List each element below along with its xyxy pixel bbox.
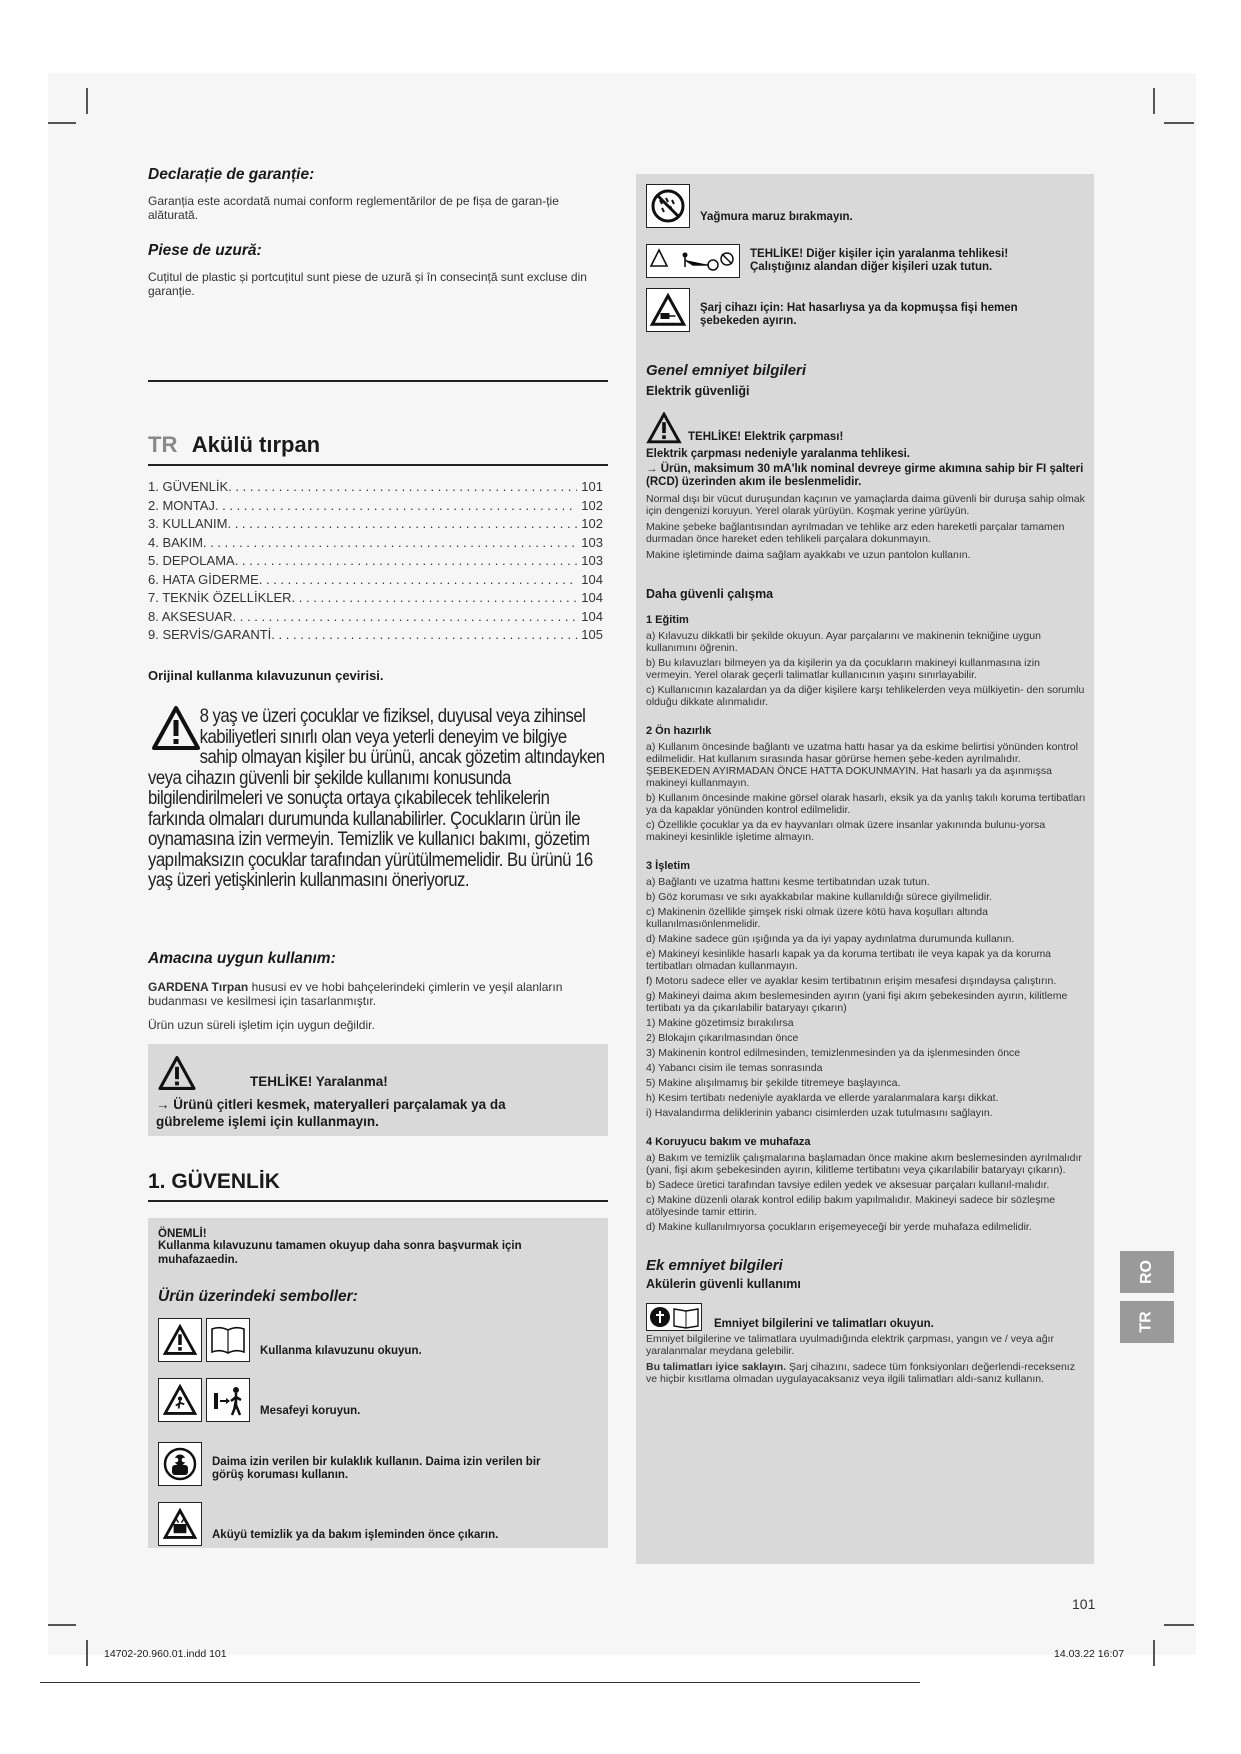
intended-use bbox=[148, 950, 608, 1032]
list-item: c) Makine düzenli olarak kontrol edilip bakım yapılmalıdır. Makineyi sadece bir sözleşme atölyesinde tamir ettirin. bbox=[646, 1194, 1056, 1218]
list-item: c) Makinenin özellikle şimşek riski olmak üzere kötü hava koşulları altında kullanılmasıönlenmelidir. bbox=[646, 906, 988, 930]
elec-paragraph: Makine şebeke bağlantısından ayrılmadan ve tehlike arz eden hareketli parçalar tamamen durmadan önce hareket eden tehlikeli parçalara dokunmayın. bbox=[646, 521, 1065, 545]
read-instructions-icon bbox=[646, 1303, 702, 1331]
toc-entry[interactable] bbox=[148, 515, 603, 534]
list-item: 3) Makinenin kontrol edilmesinden, temizlenmesinden ya da işlenmesinden önce bbox=[646, 1047, 1021, 1059]
battery-subtitle: Akülerin güvenli kullanımı bbox=[646, 1277, 801, 1291]
section-underline bbox=[148, 1200, 608, 1202]
footer-file: 14702-20.960.01.indd 101 bbox=[104, 1648, 227, 1660]
toc-leader bbox=[228, 478, 577, 497]
page-number: 101 bbox=[1072, 1596, 1096, 1612]
warranty-text: Garanția este acordată numai conform reglementărilor de pe fișa de garan-ție alăturată. bbox=[148, 194, 559, 222]
bottom-rule bbox=[40, 1682, 920, 1683]
danger-text: → Ürünü çitleri kesmek, materyalleri parçalamak ya da gübreleme işlemi için kullanmayın. bbox=[156, 1097, 506, 1129]
toc-leader bbox=[215, 497, 577, 516]
important-label: ÖNEMLİ! bbox=[158, 1228, 207, 1240]
list-item: b) Sadece üretici tarafından tavsiye edilen yedek ve aksesuar parçaları kullanıl-malıdır. bbox=[646, 1179, 1050, 1191]
toc-entry[interactable] bbox=[148, 497, 603, 516]
charger-warning-icon bbox=[646, 288, 690, 332]
elec-paragraph: Makine işletiminde daima sağlam ayakkabı ve uzun pantolon kullanın. bbox=[646, 549, 971, 561]
list-item: c) Özellikle çocuklar ya da ev hayvanları olmak üzere insanlar yakınında bulunu-yorsa makineyi kesinlikle işletime almayın. bbox=[646, 819, 1046, 843]
danger-box bbox=[148, 1044, 608, 1136]
list-item: b) Bu kılavuzları bilmeyen ya da kişilerin ya da çocukların makineyi kullanmasına izin vermeyin. Yerel olarak geçerli talimatlar kullanıcının yaşını sınırlayabilir. bbox=[646, 657, 1040, 681]
symbol-label: Şarj cihazı için: Hat hasarlıysa ya da kopmuşsa fişi hemen şebekeden ayırın. bbox=[700, 302, 1018, 327]
toc-label: 6. HATA GİDERME bbox=[148, 571, 259, 587]
general-title: Genel emniyet bilgileri bbox=[646, 362, 807, 379]
distance-icon bbox=[206, 1378, 250, 1422]
toc-page: 103 bbox=[581, 534, 603, 550]
toc-label: 8. AKSESUAR bbox=[148, 608, 233, 624]
s4-list bbox=[646, 1152, 1086, 1233]
children-warning-text: 8 yaş ve üzeri çocuklar ve fiziksel, duyusal veya zihinsel kabiliyetleri sınırlı olan veya yeterli deneyim ve bilgiye sahip olmayan kişiler bu ürünü, ancak gözetim altındayken veya cihazın güvenli bir şekilde kullanımı konusunda bilgilendirilmeleri ve sonuçta ortaya çıkabilecek tehlikelerin farkında olmaları durumunda kullanabilirler. Çocukların ürün ile oynamasına izin vermeyin. Temizlik ve kullanıcı bakımı, gözetim yapılmaksızın çocuklar tarafından yürütülmemelidir. Bu ürünü 16 yaş üzeri yetişkinlerin kullanmasını öneriyoruz. bbox=[148, 705, 605, 891]
crop-mark bbox=[1153, 1640, 1155, 1666]
toc-page: 104 bbox=[581, 608, 603, 624]
s1-list bbox=[646, 630, 1086, 708]
battery-remove-icon bbox=[158, 1502, 202, 1546]
wear-title: Piese de uzură: bbox=[148, 242, 262, 259]
toc-page: 103 bbox=[581, 553, 603, 568]
general-safety bbox=[646, 364, 1086, 1385]
list-item: a) Kılavuzu dikkatli bir şekilde okuyun. Ayar parçalarını ve makinenin tekniğine uygun kullanımını öğrenin. bbox=[646, 630, 1041, 654]
symbols-title: Ürün üzerindeki semboller: bbox=[158, 1288, 358, 1305]
toc-leader bbox=[271, 626, 577, 645]
warning-icon bbox=[158, 1056, 196, 1090]
toc-entry[interactable] bbox=[148, 626, 603, 645]
symbol-row bbox=[158, 1318, 422, 1362]
toc-entry[interactable] bbox=[148, 478, 603, 497]
toc-label: 4. BAKIM bbox=[148, 534, 203, 550]
s2-title: 2 Ön hazırlık bbox=[646, 725, 712, 737]
toc-label: 1. GÜVENLİK bbox=[148, 479, 229, 494]
symbol-label: Aküyü temizlik ya da bakım işleminden önce çıkarın. bbox=[212, 1529, 499, 1541]
list-item: a) Kullanım öncesinde bağlantı ve uzatma hattı hasar ya da eskime belirtisi yönünden kontrol edilmelidir. Hat kullanım sırasında hasar görürse hemen şebe-keden ayrılmalıdır. ŞEBEKEDEN AYIRMADAN ÖNCE HATTA DOKUNMAYIN. Hat hasarlı ya da aşınmışsa makineyi kullanmayın. bbox=[646, 741, 1078, 789]
toc-page: 104 bbox=[581, 571, 603, 587]
list-item: 2) Blokajın çıkarılmasından önce bbox=[646, 1032, 799, 1044]
brand-name: GARDENA Tırpan bbox=[148, 980, 249, 994]
symbol-row bbox=[158, 1442, 542, 1486]
toc-label: 7. TEKNİK ÖZELLİKLER bbox=[148, 590, 292, 605]
s2-list bbox=[646, 741, 1086, 843]
warning-icon bbox=[158, 1318, 202, 1362]
warning-icon bbox=[646, 412, 682, 444]
toc-label: 2. MONTAJ bbox=[148, 497, 215, 513]
s3-list bbox=[646, 876, 1086, 1119]
warranty-title: Declarație de garanție: bbox=[148, 166, 315, 183]
extra-title: Ek emniyet bilgileri bbox=[646, 1257, 783, 1274]
read-label: Emniyet bilgilerini ve talimatları okuyun. bbox=[714, 1318, 934, 1330]
toc-page: 104 bbox=[581, 590, 603, 605]
list-item: a) Bakım ve temizlik çalışmalarına başlamadan önce makine akım beslemesinden ayrılmalıdır (yani, fişi akım şebekesinden ayırın, kilitleme tertibatını veya çıkarılabilir bataryayı çıkarın). bbox=[646, 1152, 1082, 1176]
list-item: g) Makineyi daima akım beslemesinden ayırın (yani fişi akım şebekesinden ayırın, kilitleme tertibatı ya da çıkarılabilir bataryayı çıkarın) bbox=[646, 990, 1068, 1014]
section-divider bbox=[148, 380, 608, 382]
toc-page: 102 bbox=[581, 497, 603, 513]
tab-ro[interactable]: RO bbox=[1120, 1251, 1174, 1293]
toc-entry[interactable] bbox=[148, 608, 603, 627]
toc-label: 5. DEPOLAMA bbox=[148, 553, 235, 568]
list-item: d) Makine sadece gün ışığında ya da iyi yapay aydınlatma durumunda kullanın. bbox=[646, 933, 1015, 945]
manual-icon bbox=[206, 1318, 250, 1362]
list-item: h) Kesim tertibatı nedeniyle ayaklarda ve ellerde yaralanmalara karşı dikkat. bbox=[646, 1092, 999, 1104]
section-title: 1. GÜVENLİK bbox=[148, 1170, 280, 1193]
danger-title: TEHLİKE! Yaralanma! bbox=[250, 1074, 388, 1089]
toc-leader bbox=[292, 589, 578, 608]
bystander-warning-icon bbox=[158, 1378, 202, 1422]
no-rain-icon bbox=[646, 184, 690, 228]
list-item: c) Kullanıcının kazalardan ya da diğer kişilere karşı tehlikelerden veya mülkiyetin- den sorumlu olduğu dikkate alınmalıdır. bbox=[646, 684, 1085, 708]
tab-tr[interactable]: TR bbox=[1120, 1301, 1174, 1343]
intended-text: hususi ev ve hobi bahçelerindeki çimlerin ve yeşil alanların budanması ve kesilmesi için tasarlanmıştır. bbox=[148, 980, 563, 1008]
toc-leader bbox=[227, 515, 577, 534]
symbol-label: TEHLİKE! Diğer kişiler için yaralanma tehlikesi! Çalıştığınız alandan diğer kişileri uzak tutun. bbox=[750, 248, 1009, 273]
s1-title: 1 Eğitim bbox=[646, 614, 689, 626]
symbol-row bbox=[158, 1378, 360, 1422]
toc-leader bbox=[203, 534, 577, 553]
symbol-label: Yağmura maruz bırakmayın. bbox=[700, 211, 853, 223]
toc-label: 9. SERVİS/GARANTİ bbox=[148, 627, 272, 642]
read-text: Emniyet bilgilerine ve talimatlara uyulmadığında elektrik çarpması, yangın ve / veya ağır yaralanmalar meydana gelebilir. bbox=[646, 1333, 1054, 1357]
elec-paragraph: Normal dışı bir vücut duruşundan kaçının ve yamaçlarda daima güvenli bir duruşa sahip olmak için dengenizi koruyun. Yerel olarak yürüyün. Koşmak yerine yürüyün. bbox=[646, 493, 1085, 517]
toc-page: 101 bbox=[581, 479, 603, 494]
crop-mark bbox=[1153, 88, 1155, 114]
toc-leader bbox=[259, 571, 578, 590]
product-heading bbox=[148, 432, 608, 458]
language-code: TR bbox=[148, 432, 178, 457]
read-row bbox=[646, 1303, 1086, 1331]
elec-danger: TEHLİKE! Elektrik çarpması! bbox=[688, 431, 844, 443]
important-text: Kullanma kılavuzunu tamamen okuyup daha sonra başvurmak için muhafazaedin. bbox=[158, 1240, 522, 1266]
elec-risk: Elektrik çarpması nedeniyle yaralanma tehlikesi. bbox=[646, 448, 911, 460]
list-item: a) Bağlantı ve uzatma hattını kesme tertibatından uzak tutun. bbox=[646, 876, 930, 888]
list-item: b) Kullanım öncesinde makine görsel olarak hasarlı, eksik ya da yanlış takılı koruma tertibatları ya da kapaklar yönünden kontrol edilmelidir. bbox=[646, 792, 1086, 816]
crop-mark bbox=[86, 88, 88, 114]
list-item: e) Makineyi kesinlikle hasarlı kapak ya da koruma tertibatı ile veya kapak ya da koruma tertibatları olmadan kullanmayın. bbox=[646, 948, 1052, 972]
symbol-row bbox=[646, 184, 853, 228]
s4-title: 4 Koruyucu bakım ve muhafaza bbox=[646, 1136, 811, 1148]
symbol-row bbox=[646, 288, 1080, 332]
intended-text-2: Ürün uzun süreli işletim için uygun değildir. bbox=[148, 1018, 375, 1032]
list-item: i) Havalandırma deliklerinin yabancı cisimlerden uzak tutulmasını sağlayın. bbox=[646, 1107, 993, 1119]
list-item: d) Makine kullanılmıyorsa çocukların erişemeyeceği bir yerde muhafaza edilmelidir. bbox=[646, 1221, 1032, 1233]
list-item: f) Motoru sadece eller ve ayaklar kesim tertibatının erişim mesafesi dışındaysa çalıştırın. bbox=[646, 975, 1057, 987]
toc-entry[interactable] bbox=[148, 589, 603, 608]
right-column bbox=[636, 174, 1094, 1564]
toc-leader bbox=[235, 552, 578, 571]
toc-leader bbox=[233, 608, 578, 627]
crop-mark bbox=[86, 1640, 88, 1666]
crop-mark bbox=[1164, 1624, 1194, 1626]
title-underline bbox=[148, 464, 608, 466]
toc-page: 102 bbox=[581, 516, 603, 531]
toc-entry[interactable] bbox=[148, 571, 603, 590]
wear-text: Cuțitul de plastic și portcuțitul sunt piese de uzură și în consecință sunt excluse din garanție. bbox=[148, 270, 587, 298]
list-item: 4) Yabancı cisim ile temas sonrasında bbox=[646, 1062, 823, 1074]
children-warning-block bbox=[148, 706, 608, 891]
elec-rcd: → Ürün, maksimum 30 mA'lık nominal devreye girme akımına sahip bir FI şalteri (RCD) üzerinden akım ile beslenmelidir. bbox=[646, 463, 1084, 488]
symbol-row bbox=[158, 1502, 498, 1546]
product-title: Akülü tırpan bbox=[191, 432, 321, 457]
symbol-label: Kullanma kılavuzunu okuyun. bbox=[260, 1345, 422, 1357]
list-item: 5) Makine alışılmamış bir şekilde titremeye başlayınca. bbox=[646, 1077, 901, 1089]
electrical-subtitle: Elektrik güvenliği bbox=[646, 384, 750, 398]
toc-label: 3. KULLANIM bbox=[148, 516, 228, 531]
s3-title: 3 İşletim bbox=[646, 860, 691, 872]
safer-title: Daha güvenli çalışma bbox=[646, 587, 774, 601]
toc-entry[interactable] bbox=[148, 552, 603, 571]
toc-entry[interactable] bbox=[148, 534, 603, 553]
list-item: 1) Makine gözetimsiz bırakılırsa bbox=[646, 1017, 794, 1029]
list-item: b) Göz koruması ve sıkı ayakkabılar makine kullanıldığı sürece giyilmelidir. bbox=[646, 891, 993, 903]
keep-text: Şarj cihazını, sadece tüm fonksiyonları değerlendi-receksenız ve hiçbir kısıtlama olmadan uygulayacaksanız veya ilgili talimatları aldı-sanız kullanın. bbox=[646, 1361, 1075, 1385]
symbol-row bbox=[646, 244, 1070, 278]
translation-note: Orijinal kullanma kılavuzunun çevirisi. bbox=[148, 668, 384, 683]
footer-date: 14.03.22 16:07 bbox=[1054, 1648, 1125, 1660]
crop-mark bbox=[1164, 122, 1194, 124]
keep-bold: Bu talimatları iyice saklayın. bbox=[646, 1361, 787, 1373]
bystander-icon bbox=[646, 244, 740, 278]
crop-mark bbox=[48, 122, 76, 124]
left-column bbox=[148, 168, 608, 298]
crop-mark bbox=[48, 1624, 76, 1626]
symbol-label: Daima izin verilen bir kulaklık kullanın. Daima izin verilen bir görüş koruması kullanın. bbox=[212, 1456, 541, 1481]
ear-eye-protection-icon bbox=[158, 1442, 202, 1486]
toc-page: 105 bbox=[581, 627, 603, 642]
important-box bbox=[148, 1218, 608, 1548]
intended-title: Amacına uygun kullanım: bbox=[148, 950, 336, 967]
symbol-label: Mesafeyi koruyun. bbox=[260, 1405, 361, 1417]
table-of-contents bbox=[148, 478, 603, 645]
